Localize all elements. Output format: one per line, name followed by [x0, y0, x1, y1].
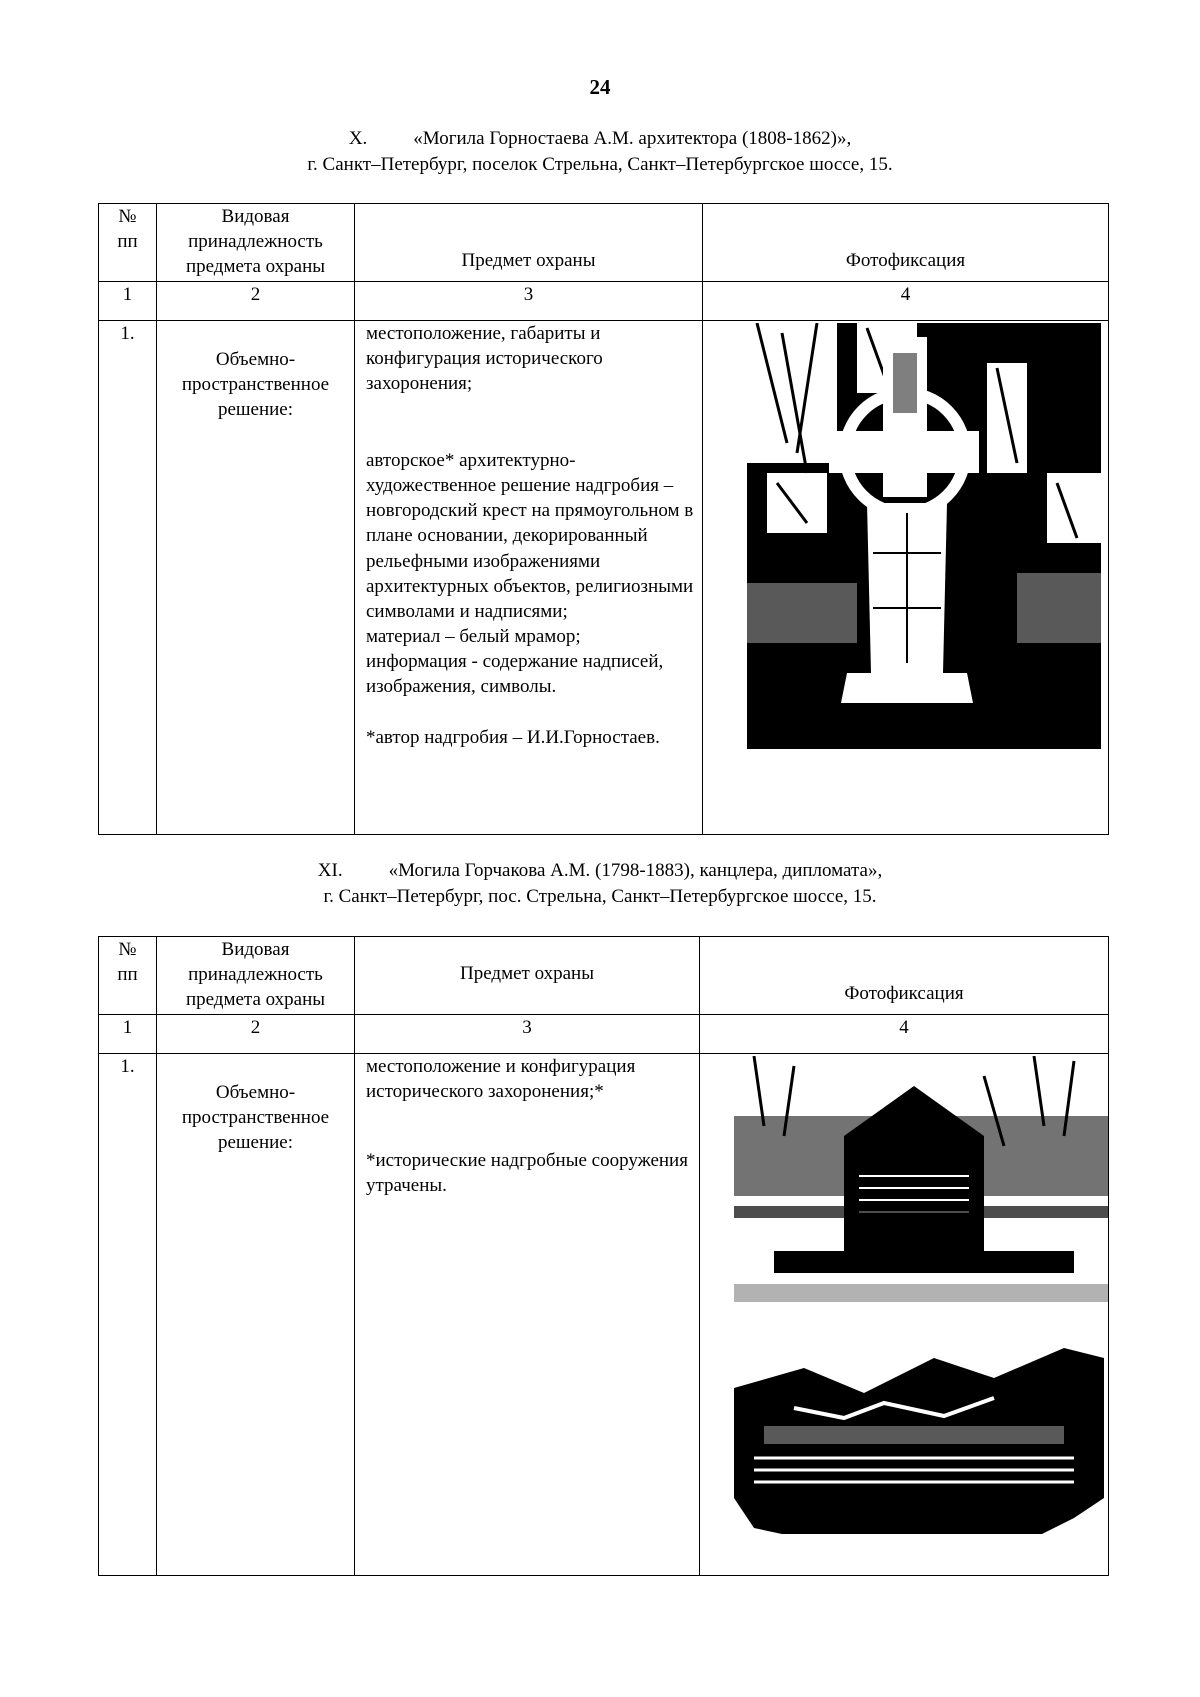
index-cell: 3	[355, 1015, 700, 1054]
header-num-symbol: №	[118, 939, 137, 960]
section-address: г. Санкт–Петербург, пос. Стрельна, Санкт–Петербургское шоссе, 15.	[323, 886, 877, 907]
header-num-symbol: №	[118, 206, 137, 227]
header-kind: Видовая принадлежность предмета охраны	[157, 937, 355, 1015]
row-number: 1.	[99, 1054, 157, 1576]
header-photo: Фотофиксация	[700, 937, 1109, 1015]
row-kind: Объемно-пространственное решение:	[157, 1054, 355, 1576]
row-subject	[355, 1054, 700, 1576]
index-cell: 1	[99, 1015, 157, 1054]
header-num	[99, 937, 157, 1015]
row-number: 1.	[99, 321, 157, 835]
grave-ruins-photo	[734, 1348, 1104, 1554]
section-number: XI.	[317, 860, 343, 881]
table-index-row	[99, 1015, 1109, 1054]
index-cell: 4	[700, 1015, 1109, 1054]
row-subject	[355, 321, 703, 835]
novgorod-cross-tombstone-photo	[747, 323, 1101, 749]
table-row	[99, 321, 1109, 835]
header-subject: Предмет охраны	[355, 937, 700, 1015]
index-cell: 3	[355, 282, 703, 321]
table-header-row	[99, 937, 1109, 1015]
header-kind: Видовая принадлежность предмета охраны	[157, 204, 355, 282]
subject-paragraph: *автор надгробия – И.И.Горностаев.	[366, 727, 660, 749]
subject-spacer	[366, 699, 694, 725]
section-title-line	[0, 858, 1200, 884]
row-photo	[703, 321, 1109, 835]
section-title: «Могила Горчакова А.М. (1798-1883), канцлера, дипломата»,	[388, 860, 883, 881]
section-heading	[0, 858, 1200, 910]
header-num-abbr: пп	[117, 231, 138, 253]
grave-plaque-photo	[734, 1056, 1108, 1302]
section-title: «Могила Горностаева А.М. архитектора (1808-1862)»,	[413, 128, 852, 149]
subject-spacer	[366, 396, 694, 448]
row-kind: Объемно-пространственное решение:	[157, 321, 355, 835]
subject-spacer	[366, 1104, 691, 1148]
subject-paragraph: местоположение, габариты и конфигурация исторического захоронения;	[366, 323, 603, 395]
protection-table	[98, 203, 1109, 835]
protection-table	[98, 936, 1109, 1576]
subject-paragraph: материал – белый мрамор;	[366, 625, 581, 647]
section-title-line	[0, 126, 1200, 152]
table-header-row	[99, 204, 1109, 282]
header-photo: Фотофиксация	[703, 204, 1109, 282]
subject-paragraph: авторское* архитектурно-художественное решение надгробия – новгородский крест на прямоугольном в плане основании, декорированный рельефными изображениями архитектурных объектов, религиозными символами и надписями;	[366, 450, 694, 622]
subject-paragraph: местоположение и конфигурация исторического захоронения;*	[366, 1056, 636, 1103]
subject-paragraph: информация - содержание надписей, изображения, символы.	[366, 650, 664, 697]
section-address: г. Санкт–Петербург, поселок Стрельна, Санкт–Петербургское шоссе, 15.	[307, 154, 893, 175]
index-cell: 4	[703, 282, 1109, 321]
section-heading	[0, 126, 1200, 178]
header-num-abbr: пп	[117, 964, 138, 986]
index-cell: 2	[157, 282, 355, 321]
subject-paragraph: *исторические надгробные сооружения утрачены.	[366, 1150, 688, 1197]
index-cell: 2	[157, 1015, 355, 1054]
table-row	[99, 1054, 1109, 1576]
section-number: X.	[348, 128, 368, 149]
page-number: 24	[589, 75, 611, 99]
header-num	[99, 204, 157, 282]
header-subject: Предмет охраны	[355, 204, 703, 282]
row-photo	[700, 1054, 1109, 1576]
table-index-row	[99, 282, 1109, 321]
index-cell: 1	[99, 282, 157, 321]
